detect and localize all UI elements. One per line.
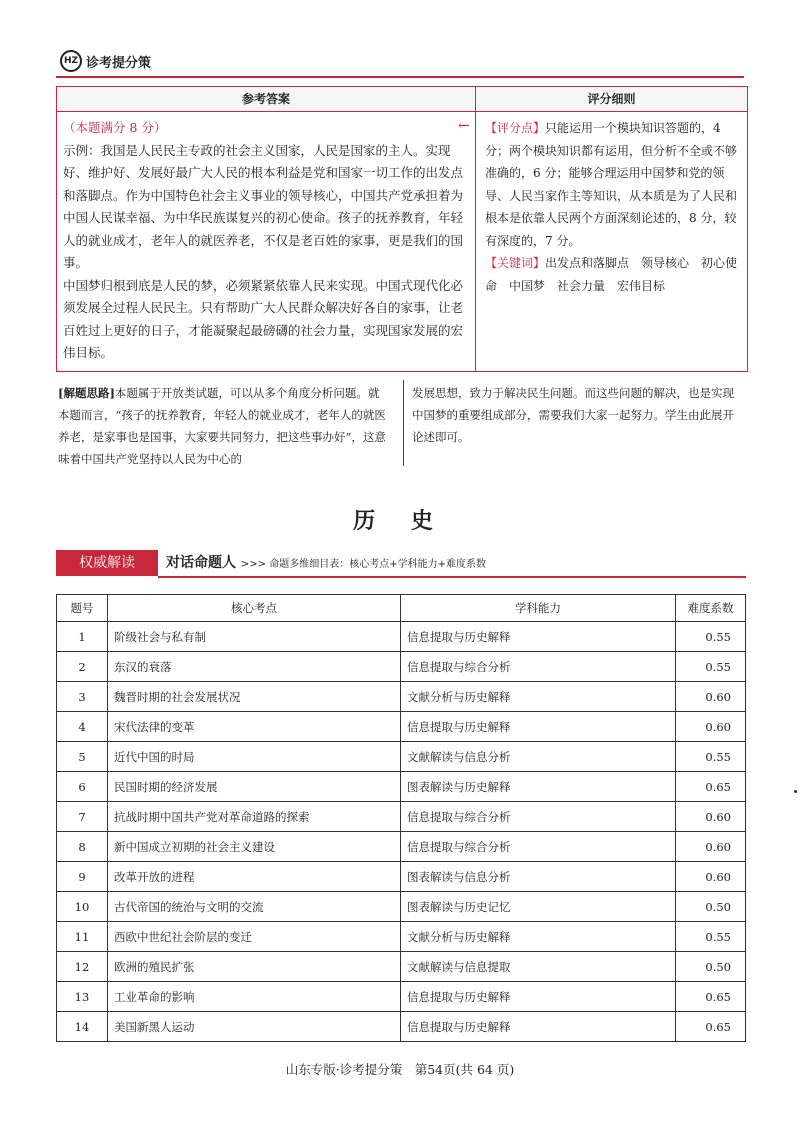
answer-header: 参考答案 [57,87,475,112]
difficulty: 0.65 [676,1012,746,1042]
table-header-row [57,595,746,622]
subject-ability: 文献分析与历史解释 [401,922,676,952]
brand-logo-icon: HZ [60,50,82,72]
question-number: 1 [57,622,108,652]
col-header: 核心考点 [108,595,401,622]
subject-ability: 信息提取与综合分析 [401,652,676,682]
subject-ability: 文献解读与信息提取 [401,952,676,982]
margin-dot [794,790,797,793]
question-number: 13 [57,982,108,1012]
thinking-right [412,382,742,448]
core-topic: 民国时期的经济发展 [108,772,401,802]
criteria-header: 评分细则 [476,87,747,112]
question-number: 9 [57,862,108,892]
subject-ability: 信息提取与综合分析 [401,832,676,862]
table-row [57,712,746,742]
core-topic: 东汉的衰落 [108,652,401,682]
subject-ability: 信息提取与综合分析 [401,802,676,832]
criteria-text: 只能运用一个模块知识答题的，4 分；两个模块知识都有运用，但分析不全或不够准确的，6 分；能够合理运用中国梦和党的领导、人民当家作主等知识，从本质是为了人民和根本是依靠人民两个方面深刻论述的，8 分，较有深度的，7 分。 [485,121,738,248]
difficulty: 0.65 [676,982,746,1012]
core-topic: 抗战时期中国共产党对革命道路的探索 [108,802,401,832]
table-row [57,742,746,772]
page-footer: 山东专版·诊考提分策 第54页(共 64 页) [285,1062,515,1077]
difficulty: 0.55 [676,652,746,682]
table-row [57,922,746,952]
table-row [57,802,746,832]
difficulty: 0.60 [676,862,746,892]
core-topic: 宋代法律的变革 [108,712,401,742]
difficulty: 0.55 [676,742,746,772]
difficulty: 0.50 [676,952,746,982]
core-topic: 古代帝国的统治与文明的交流 [108,892,401,922]
answer-paragraph: 示例：我国是人民民主专政的社会主义国家，人民是国家的主人。实现好、维护好、发展好最广大人民的根本利益是党和国家一切工作的出发点和落脚点。作为中国特色社会主义事业的领导核心，中国共产党承担着为中国人民谋幸福、为中华民族谋复兴的初心使命。孩子的抚养教育，年轻人的就业成才，老年人的就医养老，不仅是老百姓的家事，更是我们的国事。 [63,142,464,270]
core-topic: 新中国成立初期的社会主义建设 [108,832,401,862]
keywords-text: 出发点和落脚点 领导核心 初心使命 中国梦 社会力量 宏伟目标 [485,256,738,293]
table-row [57,832,746,862]
question-number: 7 [57,802,108,832]
subject-ability: 信息提取与历史解释 [401,1012,676,1042]
answer-paragraph: 中国梦归根到底是人民的梦，必须紧紧依靠人民来实现。中国式现代化必须发展全过程人民民主。只有帮助广大人民群众解决好各自的家事，让老百姓过上更好的日子，才能凝聚起最磅礴的社会力量，实现国家发展的宏伟目标。 [63,277,464,360]
reference-answer [63,117,467,365]
core-topic: 阶级社会与私有制 [108,622,401,652]
subject-ability: 信息提取与历史解释 [401,712,676,742]
subject-ability: 图表解读与历史记忆 [401,892,676,922]
table-row [57,682,746,712]
section-banner [56,550,746,576]
table-row [57,772,746,802]
brand-name: 诊考提分策 [86,55,152,71]
criteria-tag: 【评分点】 [485,121,546,135]
difficulty: 0.55 [676,922,746,952]
table-row [57,892,746,922]
arrow-left-icon: ← [458,118,470,134]
column-divider [475,87,476,371]
header-divider [56,76,744,78]
difficulty: 0.55 [676,622,746,652]
difficulty: 0.60 [676,802,746,832]
question-number: 14 [57,1012,108,1042]
score-note: （本题满分 8 分） [63,120,167,135]
question-number: 10 [57,892,108,922]
subject-ability: 信息提取与历史解释 [401,982,676,1012]
difficulty: 0.65 [676,772,746,802]
question-number: 5 [57,742,108,772]
question-number: 6 [57,772,108,802]
exam-spec-table [56,594,746,1042]
scoring-criteria [485,117,741,297]
table-body [57,622,746,1042]
core-topic: 工业革命的影响 [108,982,401,1012]
banner-title-text: 对话命题人 [166,555,236,571]
question-number: 4 [57,712,108,742]
question-number: 3 [57,682,108,712]
table-row [57,652,746,682]
table-row [57,982,746,1012]
core-topic: 美国新黑人运动 [108,1012,401,1042]
thinking-left-text: 本题属于开放类试题，可以从多个角度分析问题。就本题而言，“孩子的抚养教育，年轻人的就业成才，老年人的就医养老，是家事也是国事，大家要共同努力，把这些事办好”，这意味着中国共产党坚持以人民为中心的 [58,386,386,466]
col-header: 题号 [57,595,108,622]
subject-ability: 文献分析与历史解释 [401,682,676,712]
banner-underline [158,576,746,578]
thinking-tag: [解题思路] [58,386,115,400]
difficulty: 0.60 [676,682,746,712]
keywords-tag: 【关键词】 [485,256,546,270]
banner-title [166,552,486,572]
brand [60,50,151,72]
core-topic: 西欧中世纪社会阶层的变迁 [108,922,401,952]
col-header: 学科能力 [401,595,676,622]
answer-box [56,86,748,372]
question-number: 12 [57,952,108,982]
table-row [57,622,746,652]
thinking-divider [403,380,404,466]
question-number: 2 [57,652,108,682]
core-topic: 近代中国的时局 [108,742,401,772]
table-row [57,862,746,892]
question-number: 11 [57,922,108,952]
subject-ability: 信息提取与历史解释 [401,622,676,652]
difficulty: 0.50 [676,892,746,922]
subject-ability: 文献解读与信息分析 [401,742,676,772]
thinking-right-text: 发展思想，致力于解决民生问题。而这些问题的解决，也是实现中国梦的重要组成部分，需要我们大家一起努力。学生由此展开论述即可。 [412,386,734,444]
difficulty: 0.60 [676,712,746,742]
subject-ability: 图表解读与信息分析 [401,862,676,892]
col-header: 难度系数 [676,595,746,622]
subject-ability: 图表解读与历史解释 [401,772,676,802]
core-topic: 魏晋时期的社会发展状况 [108,682,401,712]
core-topic: 欧洲的殖民扩张 [108,952,401,982]
table-row [57,952,746,982]
question-number: 8 [57,832,108,862]
banner-tag: 权威解读 [56,550,158,576]
core-topic: 改革开放的进程 [108,862,401,892]
subject-title: 历 史 [353,508,447,534]
difficulty: 0.60 [676,832,746,862]
table-row [57,1012,746,1042]
thinking-left [58,382,388,470]
banner-subtitle: >>> 命题多维细目表：核心考点+学科能力+难度系数 [240,559,486,570]
